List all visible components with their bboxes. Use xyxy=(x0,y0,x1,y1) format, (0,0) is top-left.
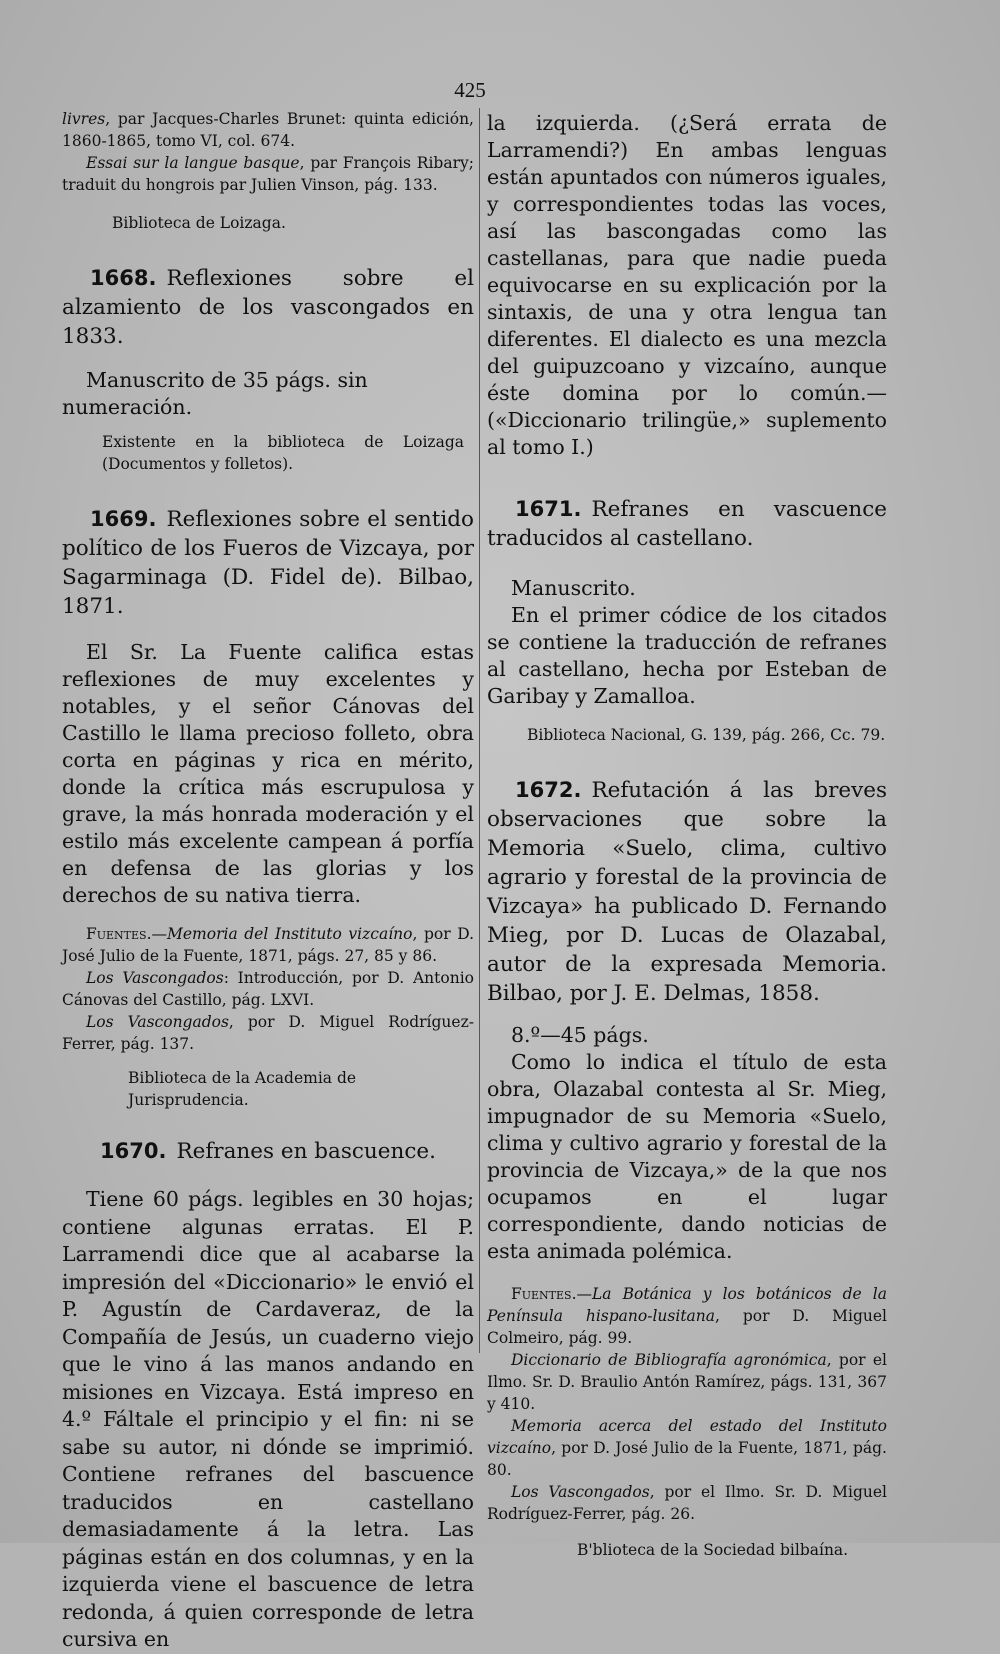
entry-title: Refranes en bascuence. xyxy=(176,1139,436,1164)
sources-line xyxy=(62,923,474,967)
source-title: Memoria del Instituto vizcaíno xyxy=(167,925,413,943)
reference-detail: , par François Ribary; traduit du hongrois par Julien Vinson, pág. 133. xyxy=(62,154,474,194)
source-title: Diccionario de Bibliografía agronómica xyxy=(511,1351,827,1369)
left-column xyxy=(62,108,474,1654)
page-number: 425 xyxy=(454,78,486,102)
entry-title: Reflexiones sobre el sentido político de los Fueros de Vizcaya, por Sagarminaga (D. Fidel de). Bilbao, 1871. xyxy=(62,507,474,619)
entry-number: 1669. xyxy=(90,507,157,531)
right-column xyxy=(487,108,887,1561)
reference-line xyxy=(62,108,474,152)
entry-1670-heading xyxy=(62,1137,474,1166)
reference-line xyxy=(62,152,474,196)
sources-label: Fuentes.— xyxy=(511,1285,593,1303)
entry-title: Reflexiones sobre el alzamiento de los vascongados en 1833. xyxy=(62,266,474,349)
source-title: Los Vascongados xyxy=(86,969,224,987)
entry-1669-heading xyxy=(62,505,474,621)
entry-title: Refranes en vascuence traducidos al castellano. xyxy=(487,497,887,551)
sources-line xyxy=(487,1349,887,1415)
entry-physical-description: Manuscrito de 35 págs. sin numeración. xyxy=(62,368,368,419)
reference-title: livres xyxy=(62,110,106,128)
sources-line xyxy=(487,1415,887,1481)
entry-body: En el primer códice de los citados se contiene la traducción de refranes al castellano, hecha por Esteban de Garibay y Zamalloa. xyxy=(487,603,887,708)
sources-line xyxy=(62,1011,474,1055)
sources-line xyxy=(62,967,474,1011)
entry-title: Refutación á las breves observaciones que sobre la Memoria «Suelo, clima, cultivo agrario y forestal de la provincia de Vizcaya» ha publicado D. Fernando Mieg, por D. Lucas de Olazabal, autor de la expresada Memoria. Bilbao, por J. E. Delmas, 1858. xyxy=(487,778,887,1006)
entry-body: El Sr. La Fuente califica estas reflexiones de muy excelentes y notables, y el señor Cánovas del Castillo le llama precioso folleto, obra corta en páginas y rica en mérito, donde la crítica más escrupulosa y grave, la más honrada moderación y el estilo más excelente campean á porfía en defensa de las glorias y los derechos de su nativa tierra. xyxy=(62,640,474,907)
column-divider xyxy=(479,108,480,1353)
source-detail: , por el Ilmo. Sr. D. Braulio Antón Ramírez, págs. 131, 367 y 410. xyxy=(487,1351,887,1413)
sources-line xyxy=(487,1481,887,1525)
entry-number: 1672. xyxy=(515,778,582,802)
entry-1671-heading xyxy=(487,495,887,553)
library-location: Biblioteca Nacional, G. 139, pág. 266, Cc. 79. xyxy=(527,726,886,744)
source-detail: , por D. José Julio de la Fuente, 1871, págs. 27, 85 y 86. xyxy=(62,925,474,965)
source-title: La Botánica y los botánicos de la Península hispano-lusitana xyxy=(487,1285,887,1325)
entry-1668-heading xyxy=(62,264,474,351)
source-title: Los Vascongados xyxy=(86,1013,229,1031)
source-detail: , por D. Miguel Rodríguez-Ferrer, pág. 137. xyxy=(62,1013,474,1053)
source-detail: , por el Ilmo. Sr. D. Miguel Rodríguez-Ferrer, pág. 26. xyxy=(487,1483,888,1523)
entry-number: 1668. xyxy=(90,266,157,290)
sources-line xyxy=(487,1283,887,1349)
source-detail: , por D. José Julio de la Fuente, 1871, pág. 80. xyxy=(487,1439,887,1479)
library-location: Biblioteca de la Academia de Jurisprudencia. xyxy=(128,1069,357,1109)
library-location: B'blioteca de la Sociedad bilbaína. xyxy=(577,1541,849,1559)
entry-number: 1670. xyxy=(100,1139,167,1163)
entry-body: Tiene 60 págs. legibles en 30 hojas; contiene algunas erratas. El P. Larramendi dice que al acabarse la impresión del «Diccionario» le envió el P. Agustín de Cardaveraz, de la Compañía de Jesús, un cuaderno viejo que le vino á las manos andando en misiones en Vizcaya. Está impreso en 4.º Fáltale el principio y el fin: ni se sabe su autor, ni dónde se imprimió. Contiene refranes del bascuence traducidos en castellano demasiadamente á la letra. Las páginas están en dos columnas, y en la izquierda viene el bascuence de letra redonda, á quien corresponde de letra cursiva en xyxy=(62,1187,474,1651)
source-detail: : Introducción, por D. Antonio Cánovas del Castillo, pág. LXVI. xyxy=(62,969,474,1009)
source-title: Memoria acerca del estado del Instituto vizcaíno xyxy=(487,1417,887,1457)
entry-number: 1671. xyxy=(515,497,582,521)
library-location: Existente en la biblioteca de Loizaga (Documentos y folletos). xyxy=(102,433,464,473)
sources-label: Fuentes.— xyxy=(86,925,168,943)
source-title: Los Vascongados xyxy=(511,1483,650,1501)
reference-detail: , par Jacques-Charles Brunet: quinta edición, 1860-1865, tomo VI, col. 674. xyxy=(62,110,474,150)
reference-title: Essai sur la langue basque xyxy=(86,154,300,172)
entry-1672-heading xyxy=(487,776,887,1008)
entry-physical-description: 8.º—45 págs. xyxy=(511,1023,649,1047)
entry-body-continuation: la izquierda. (¿Será errata de Larramendi?) En ambas lenguas están apuntados con números iguales, y correspondientes todas las voces, así las bascongadas como las castellanas, para que nadie pueda equivocarse en su explicación por la sintaxis, de una y otra lengua tan diferentes. El dialecto es una mezcla del guipuzcoano y vizcaíno, aunque éste domina por lo común.—(«Diccionario trilingüe,» suplemento al tomo I.) xyxy=(487,111,887,459)
library-location: Biblioteca de Loizaga. xyxy=(112,214,286,232)
entry-body: Como lo indica el título de esta obra, Olazabal contesta al Sr. Mieg, impugnador de su Memoria «Suelo, clima y cultivo agrario y forestal de la provincia de Vizcaya,» de la que nos ocupamos en el lugar correspondiente, dando noticias de esta animada polémica. xyxy=(487,1050,887,1263)
entry-physical-description: Manuscrito. xyxy=(511,576,636,600)
source-detail: , por D. Miguel Colmeiro, pág. 99. xyxy=(487,1307,887,1347)
